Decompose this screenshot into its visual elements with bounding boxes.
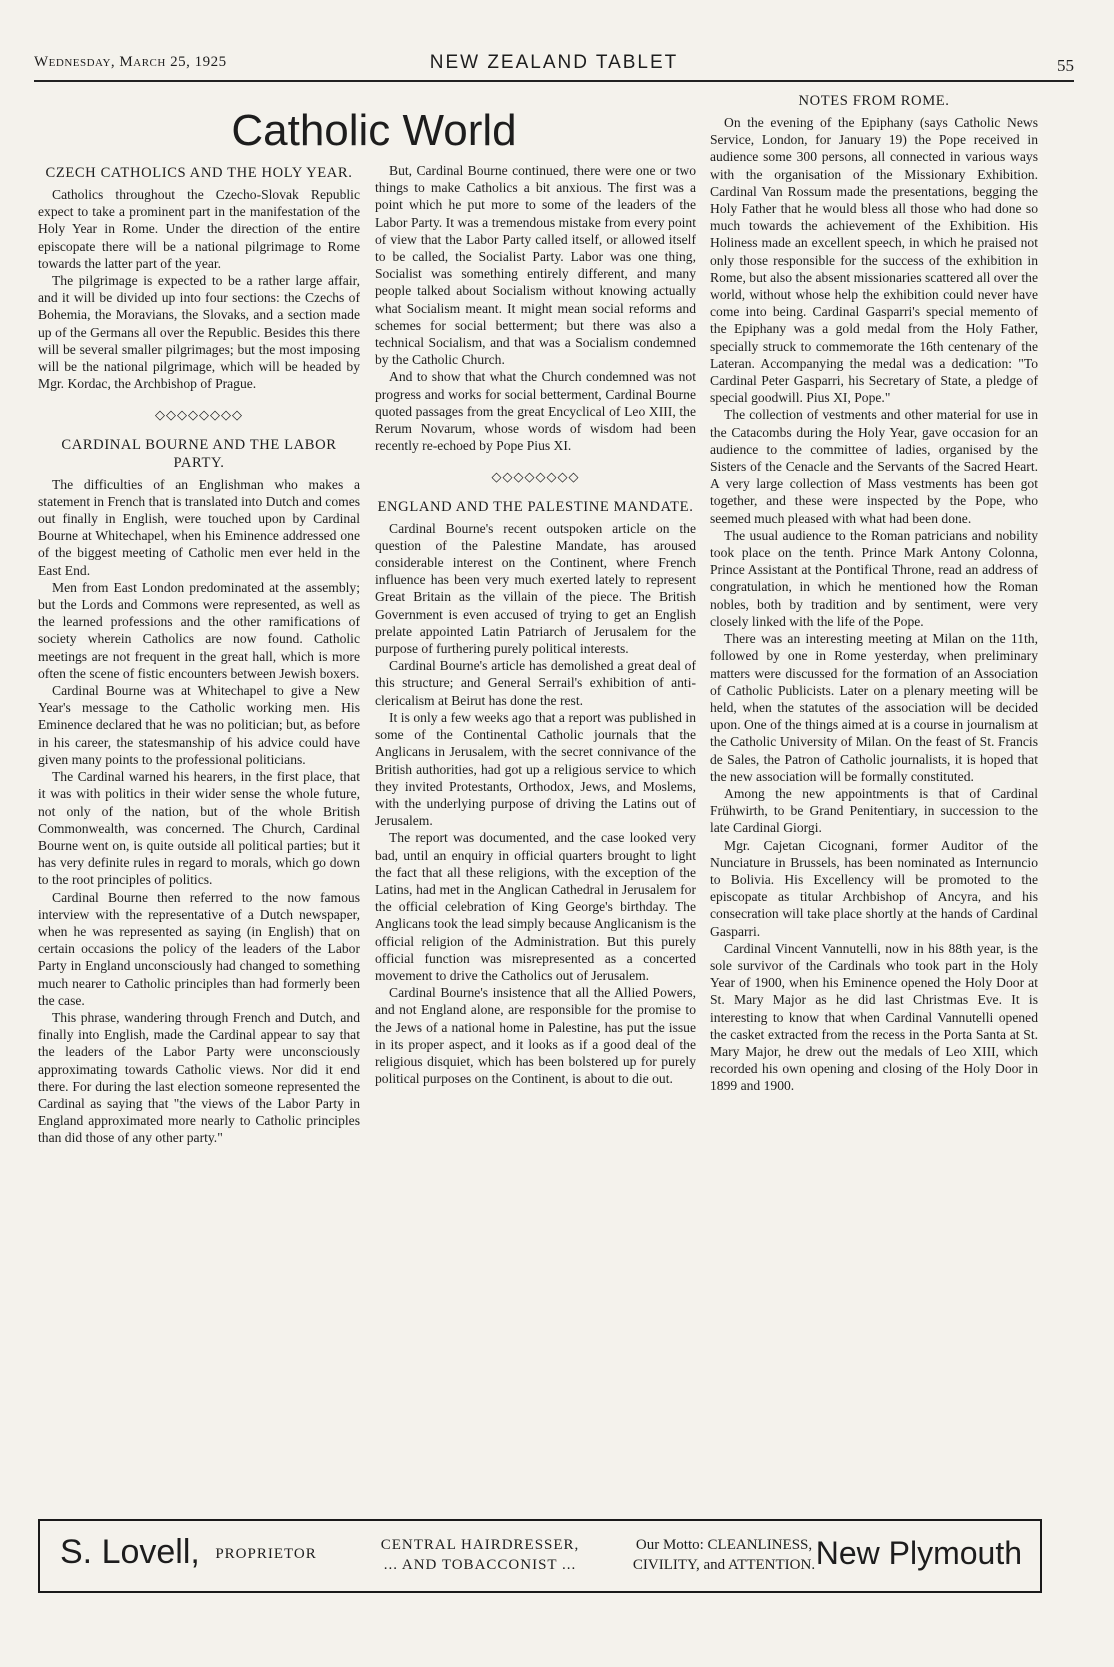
advertiser-role: PROPRIETOR: [215, 1545, 317, 1562]
paragraph: The pilgrimage is expected to be a rather large affair, and it will be divided up into four sections: the Czechs of Bohemia, the Moravians, the Slovaks, and a section made up of the Germans all over the Republic. Besides this there will be several smaller pilgrimages; but the most imposing will be the national pilgrimage, which will be headed by Mgr. Kordac, the Archbishop of Prague.: [38, 273, 360, 392]
paragraph: Cardinal Vincent Vannutelli, now in his 88th year, is the sole survivor of the Cardinals who took part in the Holy Year of 1900, when his Eminence opened the Holy Door at St. Mary Major as he did last Christmas Eve. It is interesting to know that when Cardinal Vannutelli opened the casket extracted from the recess in the Porta Santa at St. Mary Major, he drew out the medals of Leo XIII, which recorded his own opening and closing of the Holy Door in 1899 and 1900.: [710, 940, 1038, 1094]
paragraph: This phrase, wandering through French and Dutch, and finally into English, made the Cardinal appear to say that the leaders of the Labor Party were unconsciously approximating towards Catholic views. Nor did it end there. For during the last election someone represented the Cardinal as saying that "the views of the Labor Party in England approximated more nearly to Catholic principles than did those of any other party.": [38, 1009, 360, 1146]
paragraph: Men from East London predominated at the assembly; but the Lords and Commons were represented, as well as the learned professions and the other ramifications of society wherein Catholics are now found. Catholic meetings are not frequent in the great hall, which is more often the scene of fistic encounters between Jewish boxers.: [38, 579, 360, 681]
paragraph: Cardinal Bourne's article has demolished a great deal of this structure; and General Serrail's exhibition of anti-clericalism at Beirut has done the rest.: [375, 658, 696, 708]
page-number: 55: [1057, 56, 1074, 75]
article-heading-rome: NOTES FROM ROME.: [798, 93, 950, 109]
paragraph: The Cardinal warned his hearers, in the first place, that it was with politics in their wider sense the whole future, not only of the nation, but of the whole British Commonwealth, was concerned. The Church, Cardinal Bourne went on, is quite outside all political parties; but it has very definite rules in regard to morals, which go down to the root principles of politics.: [38, 769, 360, 888]
paragraph: Among the new appointments is that of Cardinal Frühwirth, to be Grand Penitentiary, in succession to the late Cardinal Giorgi.: [710, 785, 1038, 836]
article-heading-palestine: ENGLAND AND THE PALESTINE MANDATE.: [377, 498, 694, 515]
paragraph: The difficulties of an Englishman who makes a statement in French that is translated into Dutch and comes out finally in English, were touched upon by Cardinal Bourne at Whitechapel, when his Eminence addressed one of the biggest meeting of Catholic men ever held in the East End.: [38, 476, 360, 578]
paragraph: The usual audience to the Roman patricians and nobility took place on the tenth. Prince Mark Antony Colonna, Prince Assistant at the Pontifical Throne, read an address of congratulation, in which he mentioned how the Roman nobles, both by tradition and by sentiment, were very closely linked with the life of the Pope.: [710, 527, 1038, 629]
paragraph: Catholics throughout the Czecho-Slovak Republic expect to take a prominent part in the manifestation of the Holy Year in Rome. Under the direction of the entire episcopate there will be a national pilgrimage to Rome towards the latter part of the year.: [38, 187, 360, 271]
paragraph: It is only a few weeks ago that a report was published in some of the Continental Catholic journals that the Anglicans in Jerusalem, with the secret connivance of the British authorities, had got up a religious service to which they invited Protestants, Orthodox, Jews, and Moslems, with the underlying purpose of driving the Latins out of Jerusalem.: [375, 709, 696, 829]
paragraph: Cardinal Bourne's recent outspoken article on the question of the Palestine Mandate, has aroused considerable interest on the Continent, where French influence has been very much exerted lately to represent Great Britain as the villain of the piece. The British Government is even accused of trying to get an English prelate appointed Latin Patriarch of Jerusalem for the purpose of furthering purely political interests.: [375, 520, 696, 657]
issue-date: Wednesday, March 25, 1925: [34, 54, 227, 70]
advertiser-place: New Plymouth: [815, 1535, 1022, 1571]
motto-line-1: Our Motto: CLEANLINESS,: [635, 1537, 813, 1553]
paragraph: The collection of vestments and other material for use in the Catacombs during the Holy Year, gave occasion for an audience to the committee of ladies, organised by the Sisters of the Cenacle and the Servants of the Sacred Heart. A very large collection of Mass vestments has been got together, and these were inspected by the Pope, who seemed much pleased with what had been done.: [710, 407, 1038, 526]
paragraph: Cardinal Bourne's insistence that all the Allied Powers, and not England alone, are responsible for the promise to the Jews of a national home in Palestine, has put the issue in its proper aspect, and it looks as if a good deal of the religious disquiet, which has been bolstered up for purely political purposes on the Continent, is about to die out.: [375, 985, 696, 1087]
trade-line-1: CENTRAL HAIRDRESSER,: [380, 1537, 580, 1553]
paragraph: On the evening of the Epiphany (says Catholic News Service, London, for January 19) the Pope received in audience some 300 persons, all connected in various ways with the organisation of the Missionary Exhibition. Cardinal Van Rossum made the presentations, begging the Holy Father that he would bless all those who had done so much towards the achievement of the Exhibition. His Holiness made an excellent speech, in which he praised not only those responsible for the success of the exhibition in Rome, but also the absent missionaries scattered all over the world, without whose help the exhibition could never have come into being. Cardinal Gasparri's special memento of the Epiphany was a gold medal from the Holy Father, specially struck to commemorate the 16th centenary of the Lateran. Accompanying the medal was a dedication: "To Cardinal Peter Gasparri, his Secretary of State, a pledge of special goodwill. Pius XI, Pope.": [710, 115, 1038, 406]
publication-title: NEW ZEALAND TABLET: [429, 52, 679, 73]
paragraph: Cardinal Bourne then referred to the now famous interview with the representative of a Dutch newspaper, when he was represented as saying (in English) that on certain occasions the policy of the leaders of the Labor Party in England unconsciously had changed to something much nearer to Catholic principles than had formerly been the case.: [38, 889, 360, 1008]
trade-line-2: ... AND TOBACCONIST ...: [383, 1557, 577, 1573]
column-1: [38, 162, 360, 1502]
advertiser-name-text: S. Lovell,: [60, 1533, 200, 1571]
advertiser-trade: [370, 1535, 590, 1575]
advertisement-box: [38, 1519, 1042, 1593]
paragraph: Mgr. Cajetan Cicognani, former Auditor of the Nunciature in Brussels, has been nominated as Internuncio to Bolivia. His Excellency will be promoted to the episcopate as titular Archbishop of Ancyra, and his consecration will take place shortly at the hands of Cardinal Gasparri.: [710, 837, 1038, 939]
article-heading-czech: CZECH CATHOLICS AND THE HOLY YEAR.: [45, 165, 353, 181]
column-3: [710, 90, 1038, 1508]
paragraph: And to show that what the Church condemned was not progress and works for social betterment, Cardinal Bourne quoted passages from the great Encyclical of Leo XIII, the Rerum Novarum, whose words of wisdom had been recently re-echoed by Pope Pius XI.: [375, 369, 696, 454]
paragraph: The report was documented, and the case looked very bad, until an enquiry in official quarters brought to light the fact that all these religions, with the exception of the Latins, had met in the Anglican Cathedral in Jerusalem for the official celebration of King George's birthday. The Anglicans took the lead simply because Anglicanism is the official religion of the Administration. But this purely official function was misrepresented as a concerted movement to drive the Catholics out of Jerusalem.: [375, 830, 696, 983]
advertiser-name: [60, 1533, 317, 1572]
advertiser-motto: [604, 1535, 844, 1575]
motto-line-2: CIVILITY, and ATTENTION.: [632, 1557, 816, 1573]
article-heading-bourne: CARDINAL BOURNE AND THE LABOR PARTY.: [61, 436, 337, 471]
section-ornament: ◇◇◇◇◇◇◇◇: [155, 407, 243, 423]
paragraph: But, Cardinal Bourne continued, there were one or two things to make Catholics a bit anxious. The first was a point which he put more to some of the leaders of the Labor Party. It was a tremendous mistake from every point of view that the Labor Party called itself, or allowed itself to be called, the Socialist Party. Labor was one thing, Socialist was something entirely different, and many people talked about Socialism without knowing actually what Socialism meant. It might mean social reforms and schemes for social betterment; but there was also a technical Socialism, and that was a Socialism condemned by the Catholic Church.: [375, 163, 696, 368]
section-ornament: ◇◇◇◇◇◇◇◇: [491, 469, 580, 485]
column-2: [375, 162, 696, 1507]
paragraph: There was an interesting meeting at Milan on the 11th, followed by one in Rome yesterday, when preliminary matters were discussed for the formation of an Association of Catholic Publicists. Later on a plenary meeting will be held, when the statutes of the association will be decided upon. One of the things aimed at is a course in journalism at the Catholic University of Milan. On the feast of St. Francis de Sales, the Patron of Catholic journalists, it is hoped that the new association will be formally constituted.: [710, 631, 1038, 784]
section-title: Catholic World: [231, 106, 517, 155]
paragraph: Cardinal Bourne was at Whitechapel to give a New Year's message to the Catholic working men. His Eminence declared that he was no politician; but, as before in his career, the statesmanship of his advice could have given many points to the professional politicians.: [38, 683, 360, 767]
page-header: [34, 50, 1074, 82]
